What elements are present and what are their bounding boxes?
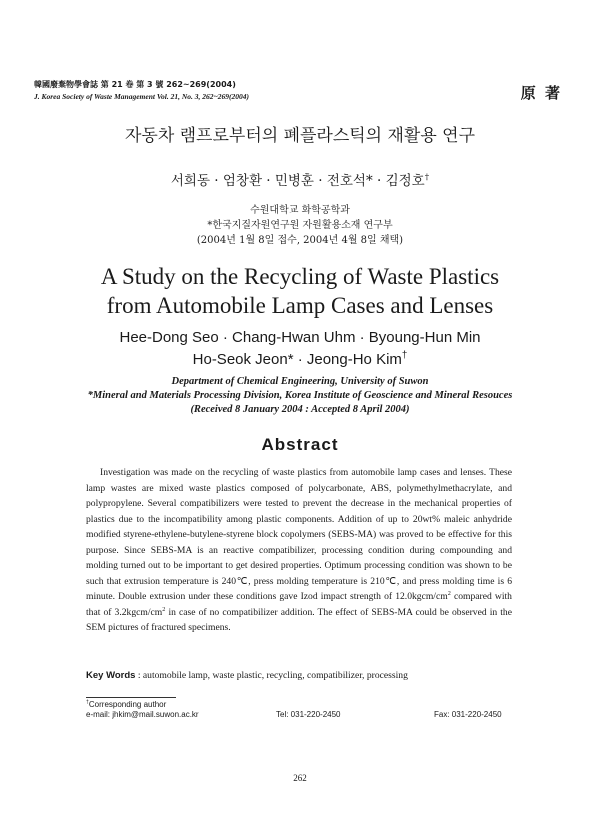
title-korean: 자동차 램프로부터의 폐플라스틱의 재활용 연구 bbox=[124, 126, 476, 146]
footnote-email: e-mail: jhkim@mail.suwon.ac.kr bbox=[86, 710, 199, 719]
title-english-line1: A Study on the Recycling of Waste Plastics bbox=[100, 264, 500, 289]
authors-english bbox=[20, 327, 580, 371]
affiliation-english-institute: *Mineral and Materials Processing Division, Korea Institute of Geoscience and Mineral Resouces bbox=[87, 390, 513, 401]
keywords-list: : automobile lamp, waste plastic, recycling, compatibilizer, processing bbox=[135, 670, 408, 681]
journal-name-english: J. Korea Society of Waste Management Vol. 21, No. 3, 262~269(2004) bbox=[34, 92, 250, 101]
unit-superscript-2: 2 bbox=[162, 605, 166, 613]
footnote-mark: † bbox=[86, 699, 89, 706]
footnote-fax: Fax: 031-220-2450 bbox=[434, 710, 502, 719]
page-number: 262 bbox=[293, 773, 307, 783]
corresponding-mark-english: † bbox=[401, 350, 408, 361]
affiliation-english-dept: Department of Chemical Engineering, University of Suwon bbox=[171, 376, 429, 387]
keywords bbox=[86, 670, 526, 681]
footnote-divider bbox=[86, 697, 176, 698]
abstract-heading: Abstract bbox=[261, 435, 339, 454]
affiliation-korean-dept: 수원대학교 화학공학과 bbox=[250, 205, 350, 216]
abstract-body bbox=[86, 465, 512, 636]
unit-superscript-1: 2 bbox=[447, 589, 451, 597]
footnote-tel: Tel: 031-220-2450 bbox=[276, 710, 341, 719]
affiliation-korean-institute: *한국지질자원연구원 자원활용소재 연구부 bbox=[207, 220, 393, 231]
authors-english-line2: Ho-Seok Jeon* · Jeong-Ho Kim bbox=[192, 351, 402, 368]
abstract-text-part3: in case of no compatibilizer addition. The effect of SEBS-MA could be observed in the SEM pictures of fractured specimens. bbox=[86, 606, 512, 633]
footnote-contact-row bbox=[86, 710, 526, 720]
journal-header bbox=[34, 80, 394, 102]
footnote bbox=[86, 700, 526, 720]
journal-name-korean: 韓國廢棄物學會誌 第 21 卷 第 3 號 262~269(2004) bbox=[34, 80, 236, 89]
authors-english-line1: Hee-Dong Seo · Chang-Hwan Uhm · Byoung-Hun Min bbox=[119, 329, 481, 346]
abstract-text-part2: compared with that of 3.2kgcm/cm bbox=[86, 591, 512, 618]
affiliation-english bbox=[20, 375, 580, 417]
keywords-label: Key Words bbox=[86, 670, 136, 681]
affiliation-korean bbox=[20, 203, 580, 248]
title-english-line2: from Automobile Lamp Cases and Lenses bbox=[106, 293, 494, 318]
paper-type-label: 原 著 bbox=[520, 84, 562, 102]
corresponding-mark: † bbox=[424, 172, 430, 183]
abstract-text-part1: Investigation was made on the recycling of waste plastics from automobile lamp cases and lenses. These lamp wastes are mixed waste plastics composed of polycarbonate, ABS, polymethylmethacrylate, and polypropylene. Several compatibilizers were tested to prevent the decrease in the mechanical properties of plastics due to the incompatibility among plastic components. Addition of up to 20wt% maleic anhydride modified styrene-ethylene-butylene-styrene block copolymers (SEBS-MA) was proved to be effective for this purpose. Since SEBS-MA is an reactive compatibilizer, processing condition during compounding and molding turned out to be important to get desired properties. Optimum processing condition was shown to be such that extrusion temperature is 240℃, press molding temperature is 210℃, and press molding time is 6 minute. Double extrusion under these conditions gave Izod impact strength of 12.0kgcm/cm bbox=[86, 467, 512, 602]
title-english bbox=[20, 262, 580, 320]
dates-korean: (2004년 1월 8일 접수, 2004년 4월 8일 채택) bbox=[196, 235, 404, 246]
authors-korean bbox=[20, 172, 580, 190]
dates-english: (Received 8 January 2004 : Accepted 8 April 2004) bbox=[190, 404, 410, 415]
footnote-corresponding-row bbox=[86, 700, 526, 710]
authors-english-line2-wrap bbox=[20, 349, 580, 371]
authors-korean-names: 서희동 · 엄창환 · 민병훈 · 전호석* · 김정호 bbox=[170, 173, 425, 189]
footnote-corresponding: Corresponding author bbox=[88, 700, 167, 709]
